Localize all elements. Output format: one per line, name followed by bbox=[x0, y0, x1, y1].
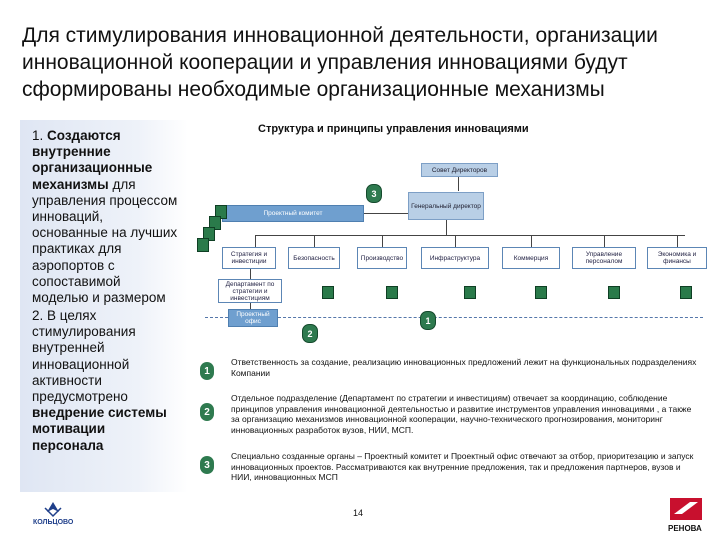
dept-hr: Управление персоналом bbox=[572, 247, 636, 269]
desc-badge-2: 2 bbox=[200, 403, 214, 421]
connector bbox=[458, 177, 459, 191]
dept-infrastructure: Инфраструктура bbox=[421, 247, 489, 269]
badge-1: 1 bbox=[420, 311, 436, 330]
dashed-connector bbox=[205, 317, 228, 318]
connector bbox=[364, 213, 408, 214]
connector bbox=[604, 235, 605, 247]
badge-2: 2 bbox=[302, 324, 318, 343]
p1-bold: Создаются внутренние организационные механизмы bbox=[32, 128, 153, 192]
department-bus-line bbox=[255, 235, 685, 236]
document-icon bbox=[535, 286, 547, 299]
p1-prefix: 1. bbox=[32, 128, 48, 143]
structure-title: Структура и принципы управления инновациями bbox=[258, 123, 529, 135]
connector bbox=[531, 235, 532, 247]
board-box: Совет Директоров bbox=[421, 163, 498, 177]
document-icon bbox=[197, 238, 209, 252]
document-icon bbox=[386, 286, 398, 299]
desc-badge-3: 3 bbox=[200, 456, 214, 474]
p2-prefix: 2. В целях стимулирования внутренней инновационной активности предусмотрено bbox=[32, 308, 136, 405]
renova-logo-text: РЕНОВА bbox=[668, 524, 702, 533]
dept-strategy: Стратегия и инвестиции bbox=[222, 247, 276, 269]
p1-rest: для управления процессом инноваций, основанные на лучших практиках для аэропортов с сопоставимой моделью и размером bbox=[32, 176, 178, 306]
dashed-connector bbox=[278, 317, 703, 318]
renova-logo-icon bbox=[666, 496, 706, 526]
project-office-box: Проектный офис bbox=[228, 309, 278, 327]
connector bbox=[677, 235, 678, 247]
koltsovo-logo-icon bbox=[33, 500, 73, 534]
desc-1: Ответственность за создание, реализацию инновационных предложений лежит на функциональных подразделениях Компании bbox=[231, 357, 697, 378]
strategy-department-box: Департамент по стратегии и инвестициям bbox=[218, 279, 282, 303]
desc-badge-1: 1 bbox=[200, 362, 214, 380]
page-number: 14 bbox=[353, 508, 364, 518]
dept-commerce: Коммерция bbox=[502, 247, 560, 269]
koltsovo-logo bbox=[33, 500, 73, 534]
koltsovo-logo-text: КОЛЬЦОВО bbox=[33, 519, 74, 526]
page-title: Для стимулирования инновационной деятельности, организации инновационной кооперации и управления инновациями будут сформированы необходимые организационные механизмы bbox=[22, 24, 658, 101]
project-committee-box: Проектный комитет bbox=[222, 205, 364, 222]
connector bbox=[382, 235, 383, 247]
document-icon bbox=[322, 286, 334, 299]
connector bbox=[455, 235, 456, 247]
document-icon bbox=[608, 286, 620, 299]
connector bbox=[255, 235, 256, 247]
document-icon bbox=[464, 286, 476, 299]
renova-logo bbox=[666, 496, 706, 536]
p2-bold: внедрение системы мотивации персонала bbox=[32, 405, 167, 453]
left-paragraph-2 bbox=[32, 308, 178, 454]
dept-finance: Экономика и финансы bbox=[647, 247, 707, 269]
dept-security: Безопасность bbox=[288, 247, 340, 269]
dept-production: Производство bbox=[357, 247, 407, 269]
left-paragraph-1 bbox=[32, 128, 178, 306]
desc-2: Отдельное подразделение (Департамент по стратегии и инвестициям) отвечает за координацию, соблюдение принципов управления инновационной деятельностью и развитие инструментов управления инновациями , а также за организацию механизмов инновационной кооперации, научно-технического прогнозирования, мониторинг инновационных разработок вузов, НИИ, МСП. bbox=[231, 393, 692, 435]
badge-3: 3 bbox=[366, 184, 382, 203]
connector bbox=[250, 269, 251, 279]
desc-3: Специально созданные органы – Проектный комитет и Проектный офис отвечают за отбор, приоритезацию и запуск инновационных проектов. Рассматриваются как внутренние предложения, так и предложения партнеров, вузов и НИИ, инновационных МСП bbox=[231, 451, 694, 482]
connector bbox=[446, 220, 447, 235]
general-director-box: Генеральный директор bbox=[408, 192, 484, 220]
document-icon bbox=[680, 286, 692, 299]
connector bbox=[314, 235, 315, 247]
